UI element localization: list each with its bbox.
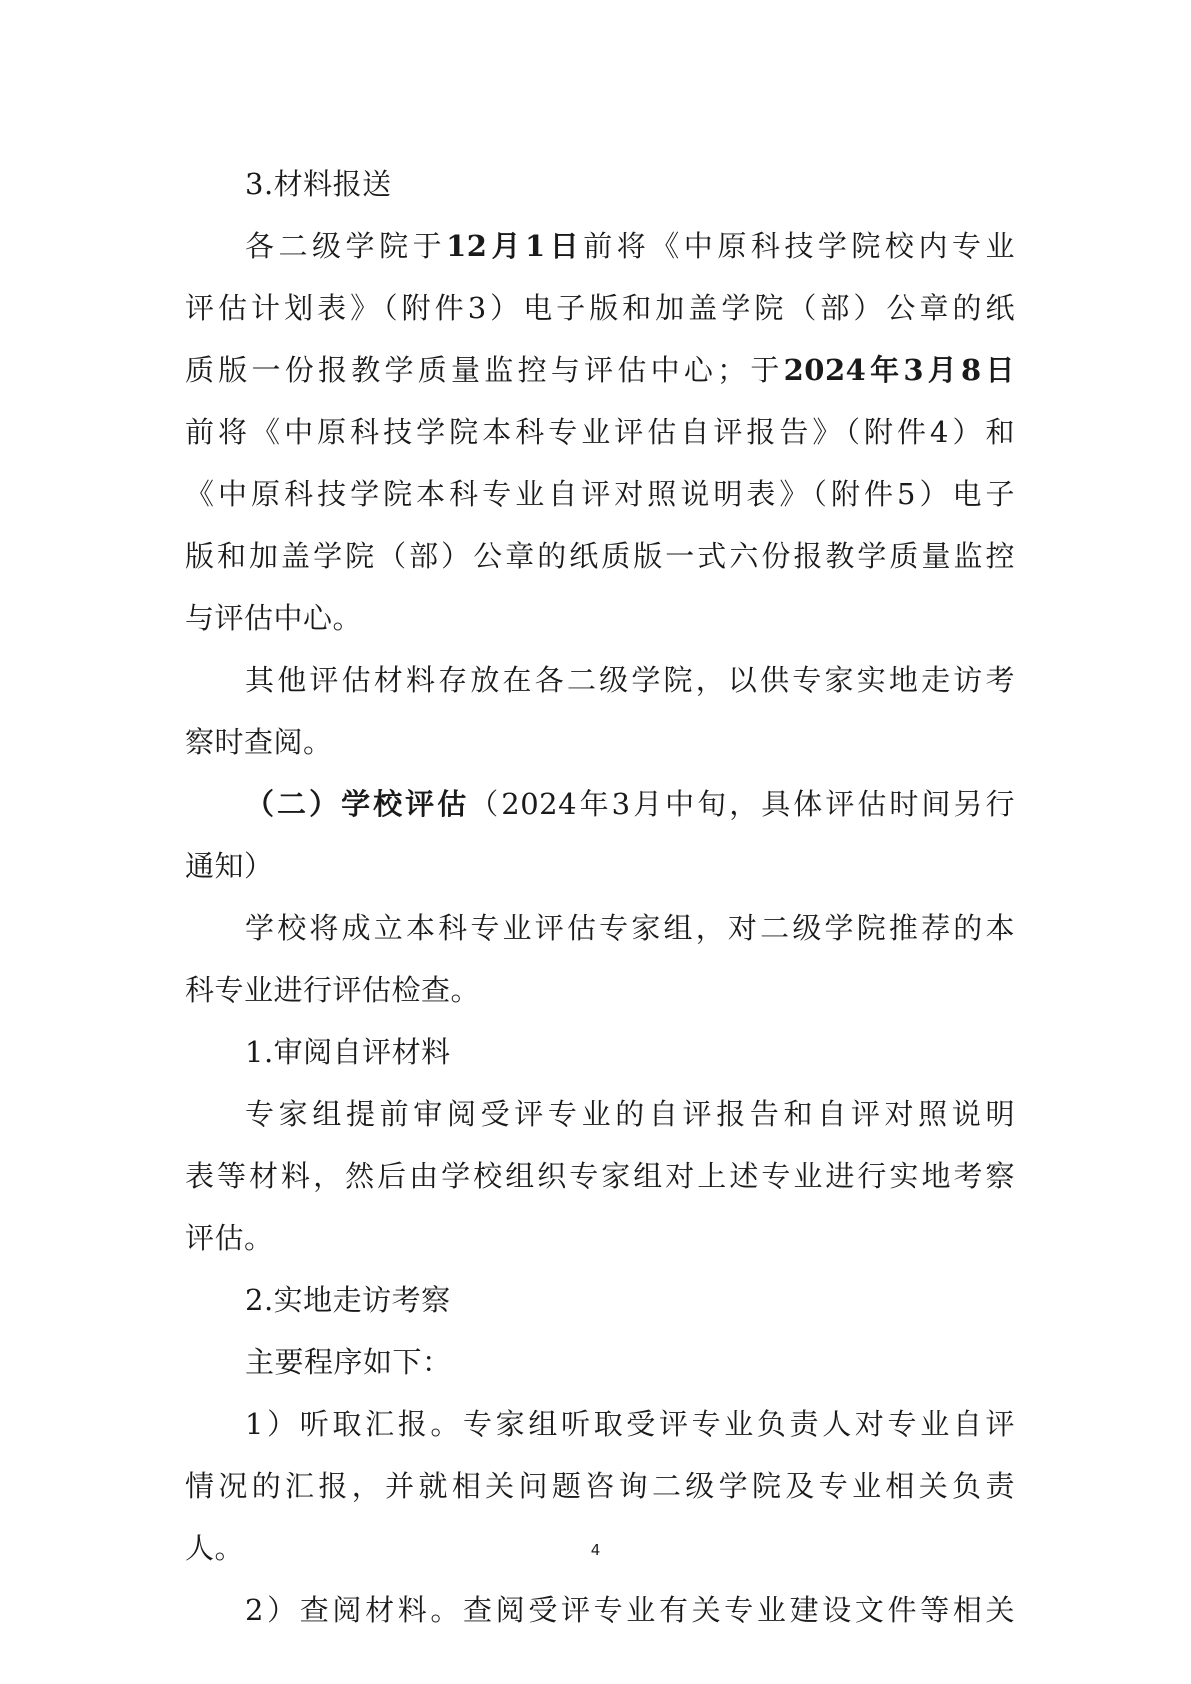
page-number: 4 <box>590 1541 601 1559</box>
paragraph-line: 评估计划表》（附件3）电子版和加盖学院（部）公章的纸 <box>185 291 1015 325</box>
paragraph-line: 表等材料，然后由学校组织专家组对上述专业进行实地考察 <box>185 1159 1015 1193</box>
paragraph-line: 1）听取汇报。专家组听取受评专业负责人对专业自评 <box>245 1407 1015 1441</box>
bold-date: 2024年3月8日 <box>783 353 1015 387</box>
paragraph-line: 《中原科技学院本科专业自评对照说明表》（附件5）电子 <box>185 477 1015 511</box>
paragraph-line: 版和加盖学院（部）公章的纸质版一式六份报教学质量监控 <box>185 539 1015 573</box>
section-subtitle: （2024年3月中旬，具体评估时间另行 <box>469 787 1015 821</box>
paragraph-line <box>185 215 1015 277</box>
paragraph-line: 其他评估材料存放在各二级学院，以供专家实地走访考 <box>245 663 1015 697</box>
paragraph-line: 情况的汇报，并就相关问题咨询二级学院及专业相关负责 <box>185 1469 1015 1503</box>
paragraph-line <box>185 339 1015 401</box>
text-run: 各二级学院于 <box>245 229 447 263</box>
paragraph-line: 与评估中心。 <box>185 601 363 635</box>
paragraph-line: 主要程序如下： <box>245 1345 452 1379</box>
text-run: 质版一份报教学质量监控与评估中心；于 <box>185 353 784 387</box>
paragraph-line: 学校将成立本科专业评估专家组，对二级学院推荐的本 <box>245 911 1015 945</box>
section-title: （二）学校评估 <box>245 787 470 821</box>
paragraph-line: 前将《中原科技学院本科专业评估自评报告》（附件4）和 <box>185 415 1015 449</box>
item-heading-site-visit: 2.实地走访考察 <box>245 1283 451 1317</box>
paragraph-line: 2）查阅材料。查阅受评专业有关专业建设文件等相关 <box>245 1593 1015 1627</box>
item-heading-review: 1.审阅自评材料 <box>245 1035 451 1069</box>
section-heading-material: 3.材料报送 <box>245 167 392 201</box>
paragraph-line: 通知） <box>185 849 274 883</box>
paragraph-line: 评估。 <box>185 1221 274 1255</box>
paragraph-line: 专家组提前审阅受评专业的自评报告和自评对照说明 <box>245 1097 1015 1131</box>
paragraph-line: 察时查阅。 <box>185 725 333 759</box>
section-heading-school-evaluation <box>185 773 1015 835</box>
document-body <box>185 153 1015 1641</box>
bold-date: 12月1日 <box>446 229 584 263</box>
paragraph-line: 人。 <box>185 1531 245 1565</box>
paragraph-line: 科专业进行评估检查。 <box>185 973 481 1007</box>
text-run: 前将《中原科技学院校内专业 <box>583 229 1015 263</box>
